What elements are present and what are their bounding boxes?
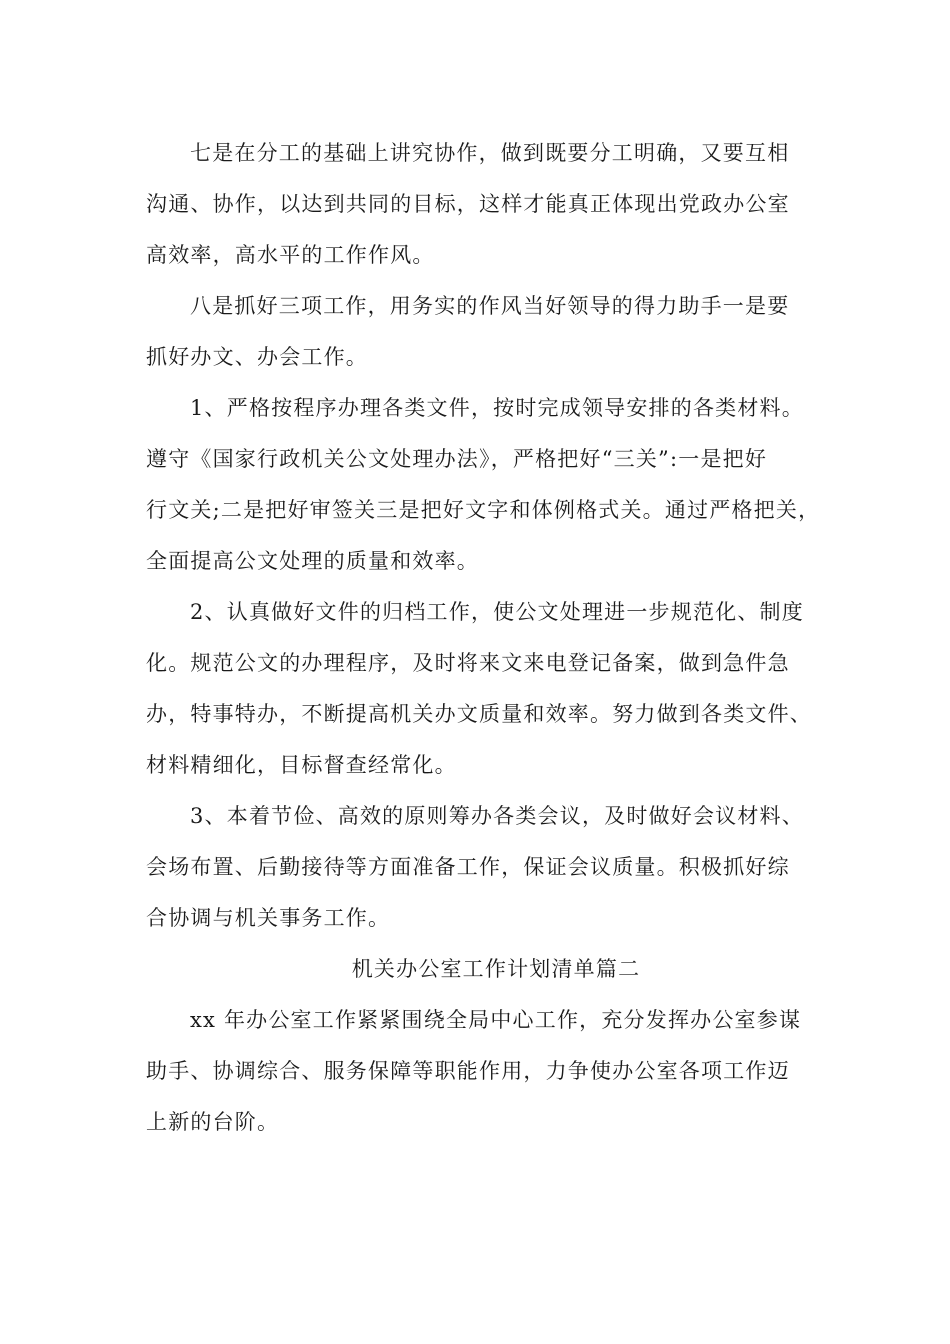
text-line: 会场布置、后勤接待等方面准备工作，保证会议质量。积极抓好综 [146,855,790,879]
text-line: 高效率，高水平的工作作风。 [146,243,435,267]
document-body [146,128,826,1148]
text-line: 化。规范公文的办理程序，及时将来文来电登记备案，做到急件急 [146,651,790,675]
text-line: 遵守《国家行政机关公文处理办法》，严格把好“三关”:一是把好 [146,447,768,471]
text-line: 上新的台阶。 [146,1110,280,1134]
section-title: 机关办公室工作计划清单篇二 [351,957,641,981]
text-line: 行文关;二是把好审签关三是把好文字和体例格式关。通过严格把关， [146,498,821,522]
text-line: 3、本着节俭、高效的原则筹办各类会议，及时做好会议材料、 [190,804,804,828]
text-line: 合协调与机关事务工作。 [146,906,391,930]
text-line: 七是在分工的基础上讲究协作，做到既要分工明确，又要互相 [190,141,790,165]
text-line: 沟通、协作，以达到共同的目标，这样才能真正体现出党政办公室 [146,192,790,216]
text-line: 1、严格按程序办理各类文件，按时完成领导安排的各类材料。 [190,396,804,420]
text-line: xx 年办公室工作紧紧围绕全局中心工作，充分发挥办公室参谋 [190,1008,802,1032]
text-line: 助手、协调综合、服务保障等职能作用，力争使办公室各项工作迈 [146,1059,790,1083]
text-line: 抓好办文、办会工作。 [146,345,368,369]
text-line: 八是抓好三项工作，用务实的作风当好领导的得力助手一是要 [190,294,790,318]
text-line: 材料精细化，目标督查经常化。 [146,753,457,777]
text-line: 办，特事特办，不断提高机关办文质量和效率。努力做到各类文件、 [146,702,812,726]
text-line: 2、认真做好文件的归档工作，使公文处理进一步规范化、制度 [190,600,804,624]
text-line: 全面提高公文处理的质量和效率。 [146,549,479,573]
